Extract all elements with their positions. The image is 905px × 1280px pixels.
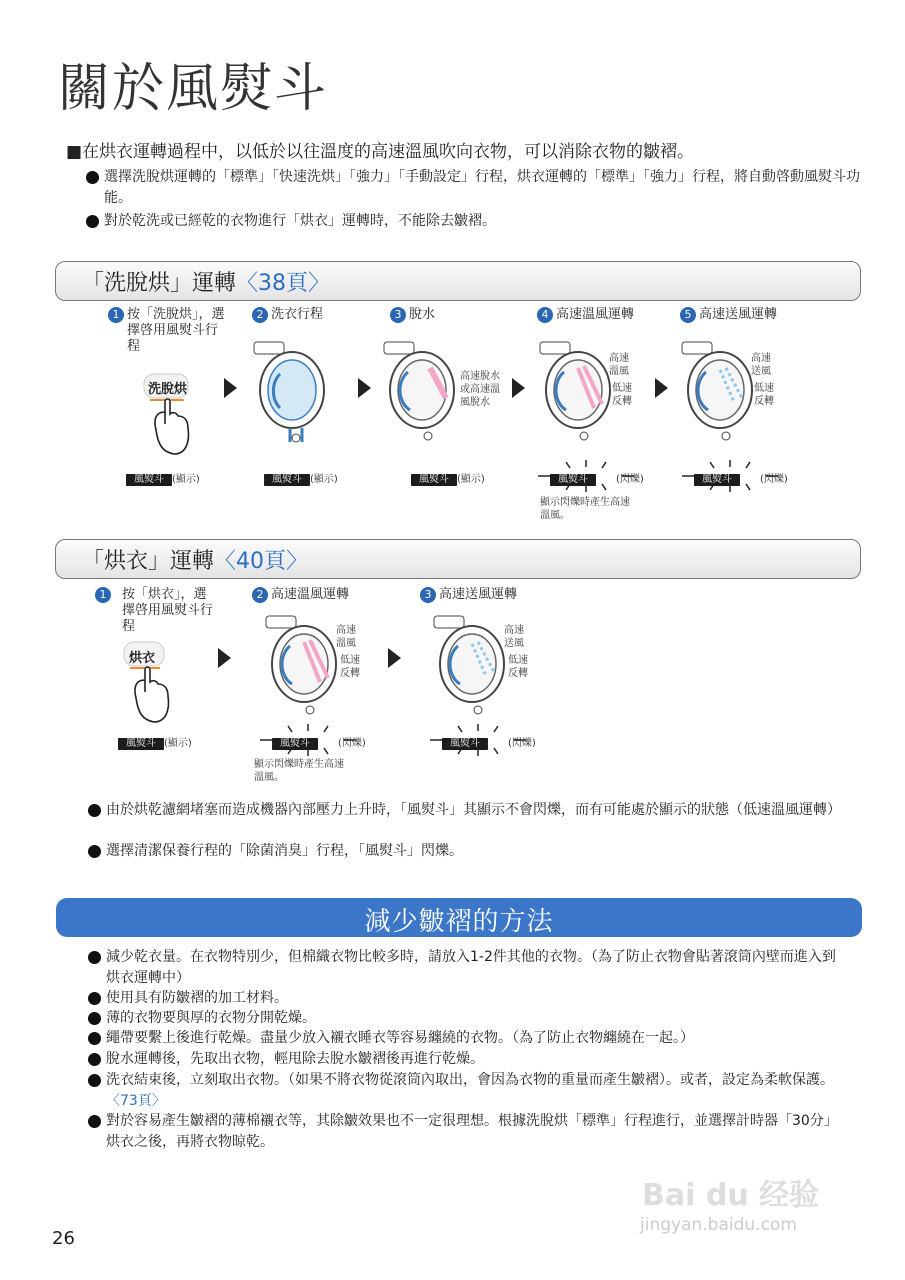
page-number: 26: [52, 1228, 75, 1249]
indicator-flashing: 風熨斗 (閃爍): [694, 470, 788, 486]
tip-bullet: 使用具有防皺褶的加工材料。: [88, 988, 848, 1009]
bullet-icon: [88, 845, 101, 858]
step-arrow: [224, 378, 237, 398]
flash-note: 顯示閃爍時產生高速溫風。: [540, 497, 630, 521]
dry-step-1: 1 按「烘衣」，選擇啓用風熨斗行程: [95, 587, 218, 635]
dry-step-2: 2 高速溫風運轉: [252, 587, 349, 603]
page-reference-link[interactable]: 〈73頁〉: [106, 1093, 166, 1109]
intro-bullet: 對於乾洗或已經乾的衣物進行「烘衣」運轉時，不能除去皺褶。: [86, 211, 866, 232]
dry-button-label[interactable]: 烘衣: [129, 651, 156, 666]
drum-wash-illustration: [250, 338, 330, 448]
bullet-icon: [88, 1115, 101, 1128]
tip-bullet: 脫水運轉後，先取出衣物，輕甩除去脫水皺褶後再進行乾燥。: [88, 1049, 848, 1070]
step-arrow: [358, 378, 371, 398]
page-reference-link[interactable]: 〈40頁〉: [214, 549, 309, 574]
indicator-flashing: 風熨斗 (閃爍): [550, 470, 644, 486]
section-header-dry: 「烘衣」運轉〈40頁〉: [55, 539, 861, 579]
bullet-icon: [88, 1053, 101, 1066]
flash-note: 顯示閃爍時產生高速溫風。: [254, 759, 344, 783]
drum-warm-air-illustration: [536, 338, 616, 448]
indicator-display: 風熨斗 (顯示): [118, 734, 192, 750]
wash-step-4: 4 高速溫風運轉: [537, 307, 634, 323]
note-bullet: 選擇清潔保養行程的「除菌消臭」行程，「風熨斗」閃爍。: [88, 841, 848, 862]
note-bullet: 由於烘乾濾網堵塞而造成機器內部壓力上升時，「風熨斗」其顯示不會閃爍，而有可能處於顯示的狀態（低速溫風運轉）: [88, 800, 848, 821]
bullet-icon: [88, 1012, 101, 1025]
wash-step-3: 3 脫水: [390, 307, 435, 323]
intro-bullet: 選擇洗脫烘運轉的「標準」「快速洗烘」「強力」「手動設定」行程，烘衣運轉的「標準」「強力」行程，將自動啓動風熨斗功能。: [86, 167, 866, 209]
page-title: 關於風熨斗: [58, 59, 329, 119]
tip-bullet: 薄的衣物要與厚的衣物分開乾燥。: [88, 1008, 848, 1029]
drum-air-blow-illustration: [430, 612, 510, 722]
wash-step-2: 2 洗衣行程: [252, 307, 323, 323]
dry-step-3: 3 高速送風運轉: [420, 587, 517, 603]
bullet-icon: [88, 804, 101, 817]
bullet-icon: [86, 171, 99, 184]
intro-text: ■在烘衣運轉過程中，以低於以往溫度的高速溫風吹向衣物，可以消除衣物的皺褶。: [66, 142, 695, 162]
bullet-icon: [88, 1074, 101, 1087]
step-arrow: [218, 648, 231, 668]
indicator-display: 風熨斗 (顯示): [126, 470, 200, 486]
bullet-icon: [88, 992, 101, 1005]
section-header-wash-dry: 「洗脫烘」運轉〈38頁〉: [55, 261, 861, 301]
bullet-icon: [88, 951, 101, 964]
wash-step-5: 5 高速送風運轉: [680, 307, 777, 323]
page-reference-link[interactable]: 〈38頁〉: [236, 271, 331, 296]
watermark-url: jingyan.baidu.com: [640, 1215, 797, 1235]
section-header-reduce-wrinkles: 減少皺褶的方法: [56, 898, 862, 937]
bullet-icon: [86, 215, 99, 228]
tip-bullet: 洗衣結束後，立刻取出衣物。（如果不將衣物從滾筒內取出，會因為衣物的重量而產生皺褶）。或者，設定為柔軟保護。〈73頁〉: [88, 1070, 848, 1112]
indicator-display: 風熨斗 (顯示): [411, 470, 485, 486]
wash-step-1: 1 按「洗脫烘」，選擇啓用風熨斗行程: [108, 307, 227, 355]
tip-bullet: 減少乾衣量。在衣物特別少，但棉織衣物比較多時，請放入1-2件其他的衣物。（為了防止衣物會貼著滾筒內壁而進入到烘衣運轉中）: [88, 947, 848, 989]
bullet-icon: [88, 1032, 101, 1045]
tip-bullet: 繩帶要繫上後進行乾燥。盡量少放入襯衣睡衣等容易纏繞的衣物。（為了防止衣物纏繞在一起。）: [88, 1028, 848, 1049]
watermark-logo: Bai du 经验: [642, 1178, 820, 1213]
indicator-display: 風熨斗 (顯示): [264, 470, 338, 486]
indicator-flashing: 風熨斗 (閃爍): [442, 734, 536, 750]
step-arrow: [655, 378, 668, 398]
indicator-flashing: 風熨斗 (閃爍): [272, 734, 366, 750]
drum-warm-air-illustration: [262, 612, 342, 722]
step-arrow: [388, 648, 401, 668]
drum-air-blow-illustration: [678, 338, 758, 448]
step-arrow: [512, 378, 525, 398]
wash-dry-button-label[interactable]: 洗脫烘: [148, 382, 188, 397]
spin-label: 高速脫水或高速溫風脫水: [460, 371, 500, 408]
tip-bullet: 對於容易產生皺褶的薄棉襯衣等，其除皺效果也不一定很理想。根據洗脫烘「標準」行程進行，並選擇計時器「30分」烘衣之後，再將衣物晾乾。: [88, 1111, 848, 1153]
drum-spin-illustration: [380, 338, 460, 448]
